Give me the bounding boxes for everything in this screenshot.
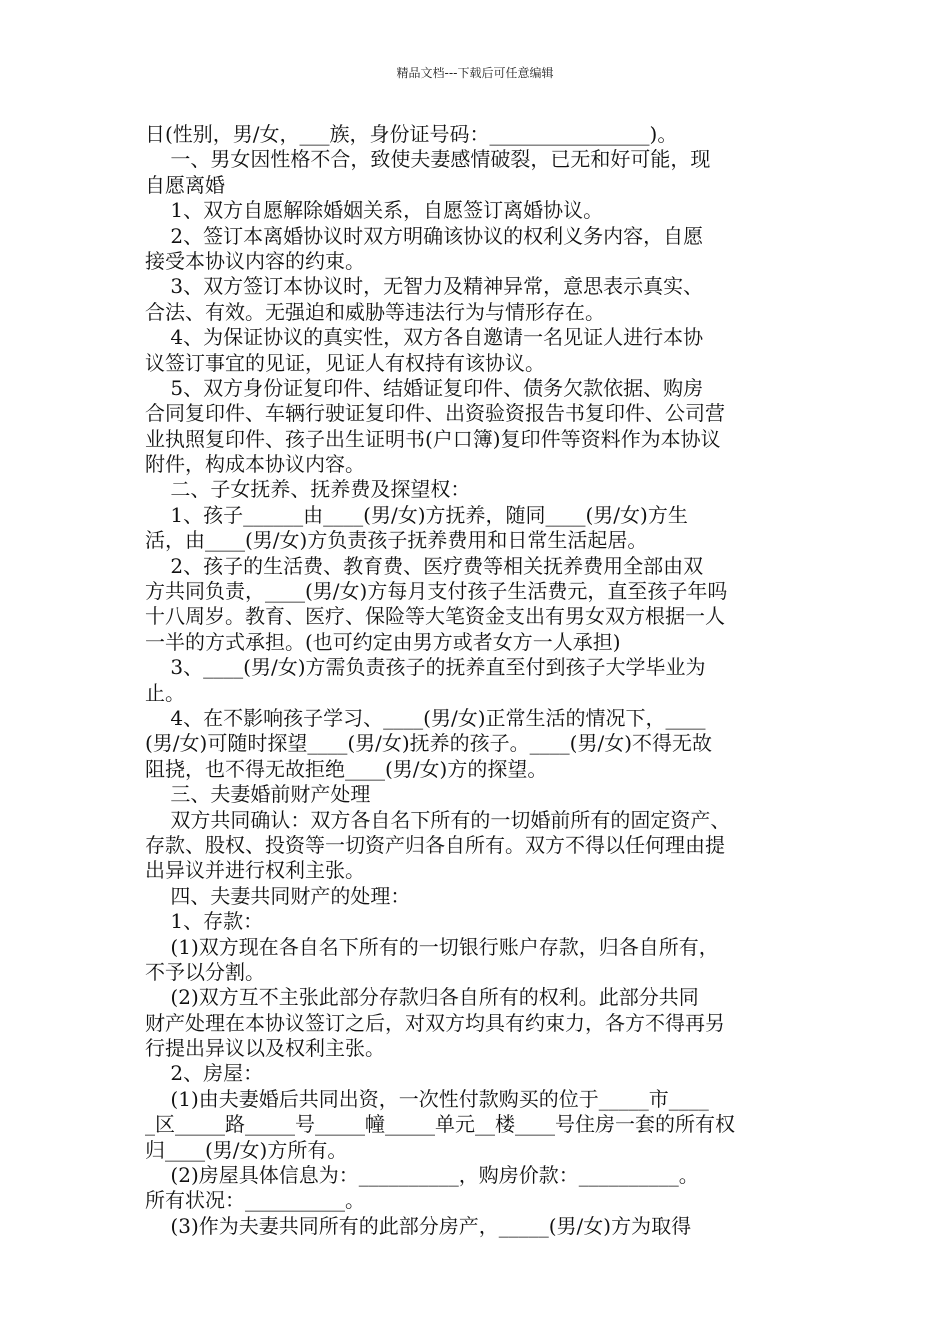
document-line: 5、双方身份证复印件、结婚证复印件、债务欠款依据、购房 xyxy=(145,375,704,400)
document-line: (1)由夫妻婚后共同出资，一次性付款购买的位于_____市____ xyxy=(145,1086,709,1111)
document-line: (3)作为夫妻共同所有的此部分房产，_____(男/女)方为取得 xyxy=(145,1213,692,1238)
document-body xyxy=(145,122,815,1239)
document-line: 十八周岁。教育、医疗、保险等大笔资金支出有男女双方根据一人 xyxy=(145,604,725,629)
document-line: 日(性别，男/女，___族，身份证号码：________________)。 xyxy=(145,122,678,146)
document-line: 活，由____(男/女)方负责孩子抚养费用和日常生活起居。 xyxy=(145,528,648,553)
document-line: 2、孩子的生活费、教育费、医疗费等相关抚养费用全部由双 xyxy=(145,553,704,578)
document-line: 四、夫妻共同财产的处理： xyxy=(145,883,411,908)
document-line: 附件，构成本协议内容。 xyxy=(145,452,365,477)
document-line: 存款、股权、投资等一切资产归各自所有。双方不得以任何理由提 xyxy=(145,832,725,857)
document-line: 不予以分割。 xyxy=(145,959,265,984)
document-line: 三、夫妻婚前财产处理 xyxy=(145,782,371,807)
document-line: (2)双方互不主张此部分存款归各自所有的权利。此部分共同 xyxy=(145,985,699,1010)
document-line: _区_____路_____号_____幢_____单元__楼____号住房一套的所有权 xyxy=(145,1112,735,1137)
document-line: 一、男女因性格不合，致使夫妻感情破裂，已无和好可能，现 xyxy=(145,147,711,172)
document-line: (2)房屋具体信息为：__________，购房价款：__________。 xyxy=(145,1163,699,1188)
document-line: 归____(男/女)方所有。 xyxy=(145,1137,348,1162)
document-line: 4、在不影响孩子学习、____(男/女)正常生活的情况下，____ xyxy=(145,705,706,730)
document-line: 出异议并进行权利主张。 xyxy=(145,858,365,883)
document-line: 议签订事宜的见证，见证人有权持有该协议。 xyxy=(145,350,545,375)
document-line: 双方共同确认：双方各自名下所有的一切婚前所有的固定资产、 xyxy=(145,807,731,832)
document-line: 财产处理在本协议签订之后，对双方均具有约束力，各方不得再另 xyxy=(145,1010,725,1035)
document-line: 2、签订本离婚协议时双方明确该协议的权利义务内容，自愿 xyxy=(145,223,704,248)
document-line: 止。 xyxy=(145,680,185,705)
document-line: 二、子女抚养、抚养费及探望权： xyxy=(145,477,471,502)
document-line: 合同复印件、车辆行驶证复印件、出资验资报告书复印件、公司营 xyxy=(145,401,725,426)
document-line: 行提出异议以及权利主张。 xyxy=(145,1036,385,1061)
document-line: 1、双方自愿解除婚姻关系，自愿签订离婚协议。 xyxy=(145,198,604,223)
document-line: 合法、有效。无强迫和威胁等违法行为与情形存在。 xyxy=(145,299,605,324)
document-line: 4、为保证协议的真实性，双方各自邀请一名见证人进行本协 xyxy=(145,325,704,350)
document-line: 2、房屋： xyxy=(145,1061,264,1086)
document-line: 阻挠，也不得无故拒绝____(男/女)方的探望。 xyxy=(145,756,548,781)
document-line: 一半的方式承担。(也可约定由男方或者女方一人承担) xyxy=(145,629,621,654)
document-line: 接受本协议内容的约束。 xyxy=(145,248,365,273)
page-header: 精品文档---下载后可任意编辑 xyxy=(396,66,554,80)
document-line: 1、孩子______由____(男/女)方抚养，随同____(男/女)方生 xyxy=(145,502,688,527)
document-line: 自愿离婚 xyxy=(145,172,225,197)
document-line: 3、双方签订本协议时，无智力及精神异常，意思表示真实、 xyxy=(145,274,704,299)
document-line: 1、存款： xyxy=(145,909,264,934)
document-line: 所有状况：__________。 xyxy=(145,1188,365,1213)
document-line: (男/女)可随时探望____(男/女)抚养的孩子。____(男/女)不得无故 xyxy=(145,731,713,756)
document-line: 3、____(男/女)方需负责孩子的抚养直至付到孩子大学毕业为 xyxy=(145,655,706,680)
document-line: (1)双方现在各自名下所有的一切银行账户存款，归各自所有， xyxy=(145,934,719,959)
document-line: 业执照复印件、孩子出生证明书(户口簿)复印件等资料作为本协议 xyxy=(145,426,721,451)
document-line: 方共同负责，____(男/女)方每月支付孩子生活费元，直至孩子年吗 xyxy=(145,579,728,604)
